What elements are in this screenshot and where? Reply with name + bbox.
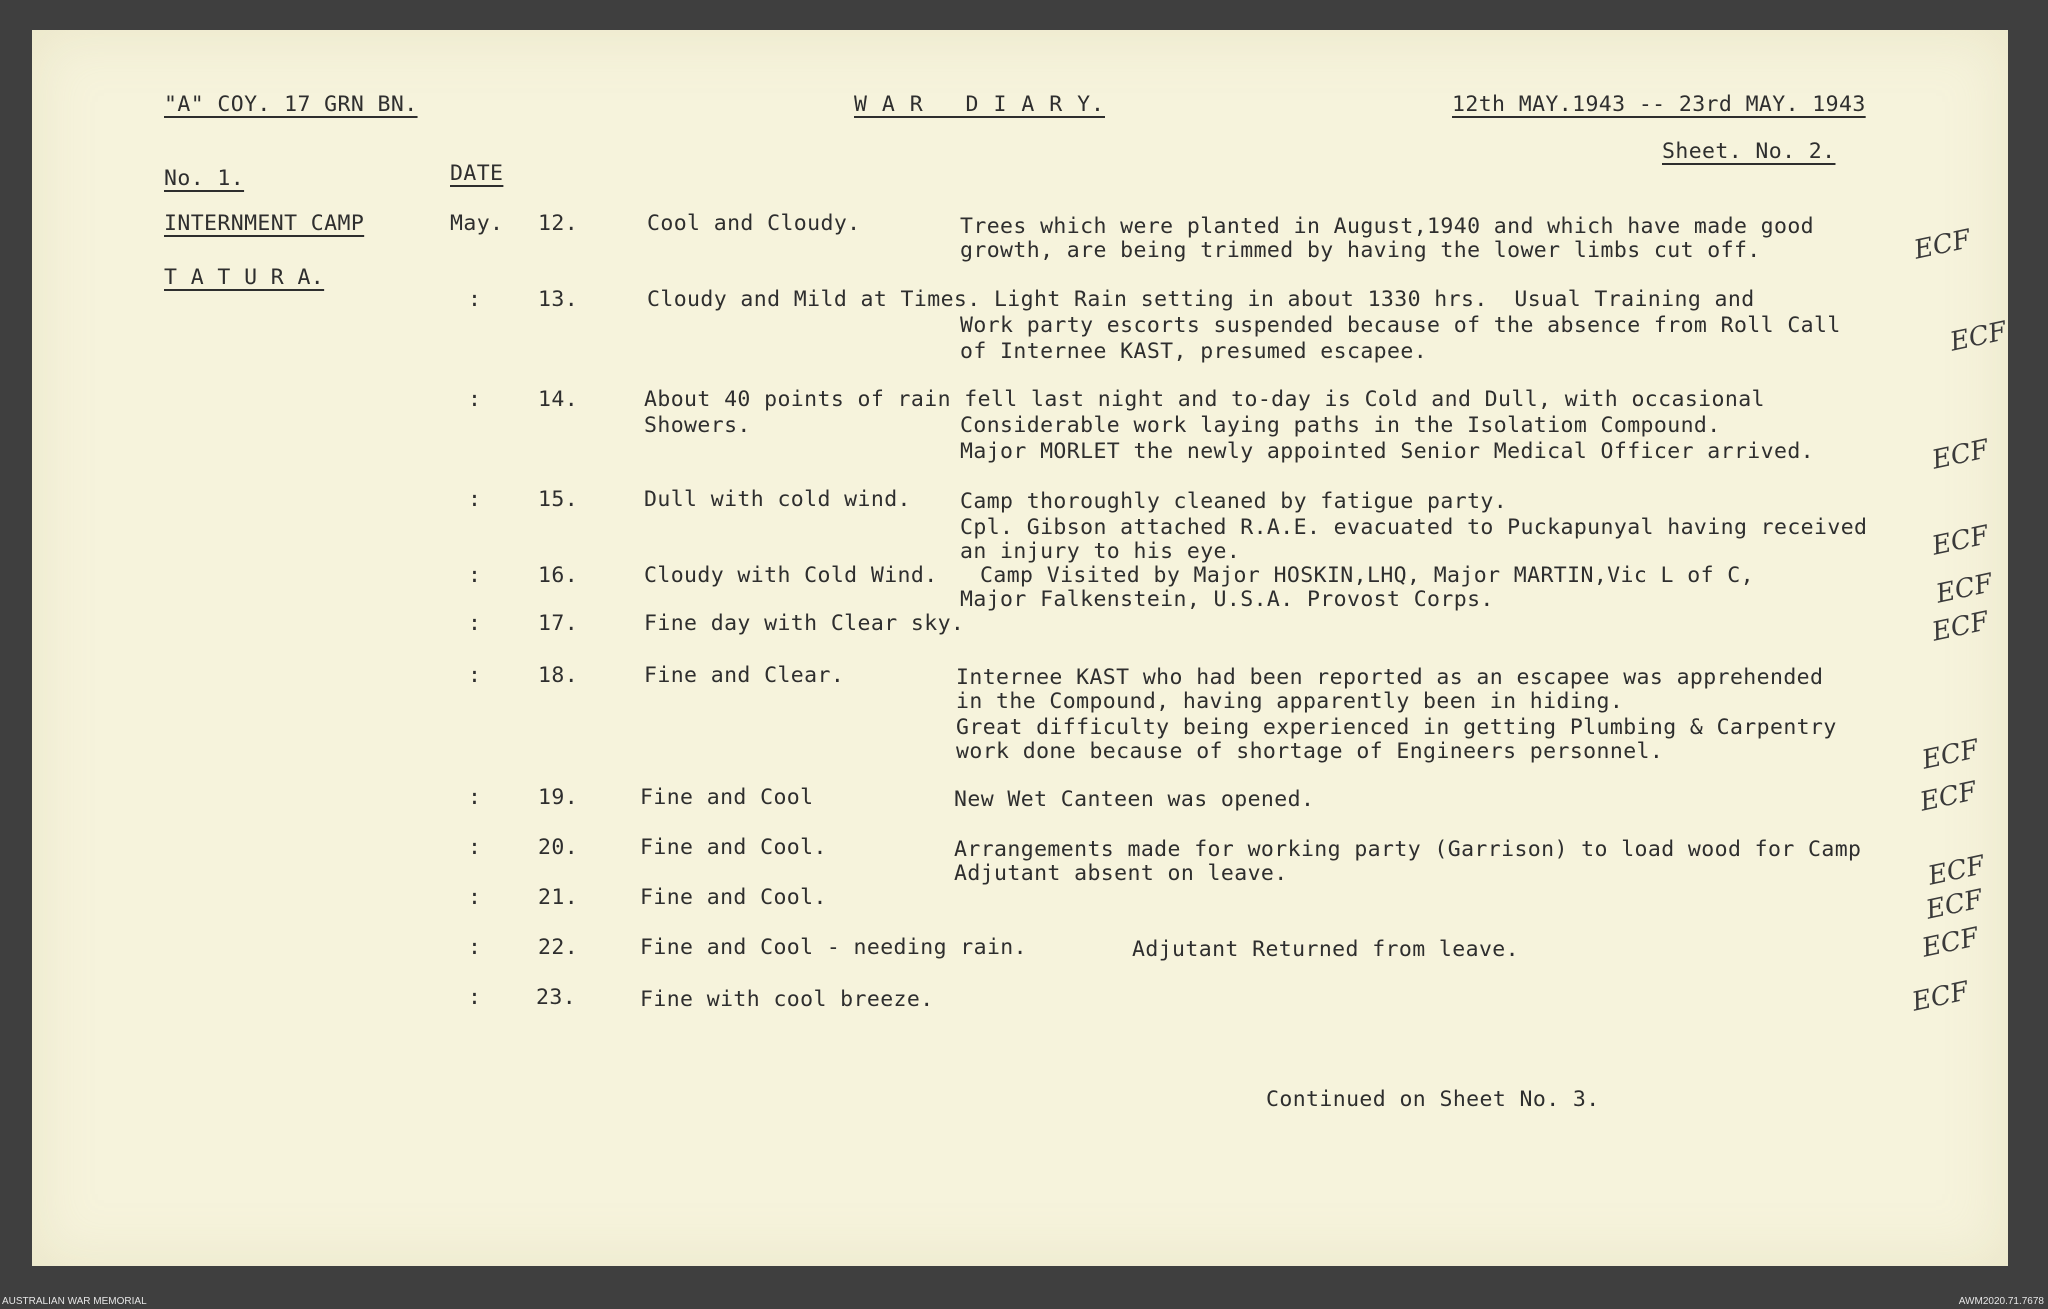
entry-weather: Fine and Cool [640, 785, 814, 810]
initials-signature: ECF [1909, 976, 1972, 1018]
entry-month: : [468, 563, 482, 588]
entry-day: 22. [538, 935, 579, 960]
entry-line: Adjutant absent on leave. [954, 861, 1288, 886]
entry-weather: Fine with cool breeze. [640, 987, 934, 1012]
entry-line: Arrangements made for working party (Garrison) to load wood for Camp [954, 837, 1862, 862]
entry-month: : [468, 487, 482, 512]
initials-signature: ECF [1911, 224, 1974, 266]
entry-line: growth, are being trimmed by having the lower limbs cut off. [960, 238, 1761, 263]
entry-month: : [468, 835, 482, 860]
column-place-no: No. 1. [164, 166, 245, 191]
entry-inline-note: Adjutant Returned from leave. [1132, 937, 1519, 962]
entry-weather: Fine day with Clear sky. [644, 611, 965, 636]
entry-month: : [468, 785, 482, 810]
entry-line: work done because of shortage of Engineers personnel. [956, 739, 1664, 764]
archive-reference: AWM2020.71.7678 [1958, 1296, 2044, 1307]
archive-label: AUSTRALIAN WAR MEMORIAL [2, 1296, 147, 1307]
entry-line: Cpl. Gibson attached R.A.E. evacuated to Puckapunyal having received [960, 515, 1868, 540]
initials-signature: ECF [1923, 884, 1986, 926]
initials-signature: ECF [1929, 520, 1992, 562]
entry-month: : [468, 885, 482, 910]
entry-line: Trees which were planted in August,1940 and which have made good [960, 214, 1815, 239]
entry-day: 21. [538, 885, 579, 910]
entry-weather: Fine and Cool - needing rain. [640, 935, 1027, 960]
entry-weather: Cool and Cloudy. [647, 211, 861, 236]
entry-line: an injury to his eye. [960, 539, 1241, 564]
entry-month: : [468, 935, 482, 960]
unit-heading: "A" COY. 17 GRN BN. [164, 92, 418, 117]
entry-weather-cont: Showers. [644, 413, 751, 438]
entry-day: 12. [538, 211, 579, 236]
entry-line: Major MORLET the newly appointed Senior Medical Officer arrived. [960, 439, 1815, 464]
entry-line: Considerable work laying paths in the Isolatiom Compound. [960, 413, 1721, 438]
entry-month: : [468, 287, 482, 312]
entry-weather: Cloudy and Mild at Times. Light Rain setting in about 1330 hrs. Usual Training and [647, 287, 1755, 312]
entry-month: : [468, 663, 482, 688]
entry-month: : [468, 985, 482, 1010]
entry-weather: Fine and Cool. [640, 835, 827, 860]
entry-line: Work party escorts suspended because of the absence from Roll Call [960, 313, 1841, 338]
entry-weather: Fine and Clear. [644, 663, 845, 688]
entry-weather: Fine and Cool. [640, 885, 827, 910]
entry-line: Camp Visited by Major HOSKIN,LHQ, Major MARTIN,Vic L of C, [980, 563, 1754, 588]
entry-line: New Wet Canteen was opened. [954, 787, 1315, 812]
entry-weather: Dull with cold wind. [644, 487, 911, 512]
initials-signature: ECF [1917, 776, 1980, 818]
entry-weather: Cloudy with Cold Wind. [644, 563, 938, 588]
diary-sheet [32, 30, 2008, 1266]
initials-signature: ECF [1919, 922, 1982, 964]
entry-month: : [468, 387, 482, 412]
entry-month: May. [450, 211, 504, 236]
entry-line: Great difficulty being experienced in getting Plumbing & Carpentry [956, 715, 1837, 740]
entry-line: in the Compound, having apparently been in hiding. [956, 689, 1624, 714]
sheet-number: Sheet. No. 2. [1662, 139, 1836, 164]
date-range: 12th MAY.1943 -- 23rd MAY. 1943 [1452, 92, 1866, 117]
entry-line: Internee KAST who had been reported as an escapee was apprehended [956, 665, 1824, 690]
initials-signature: ECF [1919, 734, 1982, 776]
entry-day: 16. [538, 563, 579, 588]
initials-signature: ECF [1929, 606, 1992, 648]
entry-day: 13. [538, 287, 579, 312]
entry-line: Major Falkenstein, U.S.A. Provost Corps. [960, 587, 1494, 612]
place-line-2: T A T U R A. [164, 265, 325, 290]
entry-day: 23. [536, 985, 577, 1010]
entry-day: 17. [538, 611, 579, 636]
entry-month: : [468, 611, 482, 636]
entry-day: 20. [538, 835, 579, 860]
diary-title: W A R D I A R Y. [854, 92, 1105, 117]
entry-day: 14. [538, 387, 579, 412]
initials-signature: ECF [1925, 850, 1988, 892]
initials-signature: ECF [1933, 568, 1996, 610]
continued-note: Continued on Sheet No. 3. [1266, 1087, 1600, 1112]
initials-signature: ECF [1947, 316, 2010, 358]
entry-day: 18. [538, 663, 579, 688]
entry-weather: About 40 points of rain fell last night and to-day is Cold and Dull, with occasional [644, 387, 1765, 412]
entry-day: 19. [538, 785, 579, 810]
initials-signature: ECF [1929, 434, 1992, 476]
entry-day: 15. [538, 487, 579, 512]
place-line-1: INTERNMENT CAMP [164, 211, 365, 236]
column-date: DATE [450, 161, 504, 186]
entry-line: Camp thoroughly cleaned by fatigue party. [960, 489, 1508, 514]
entry-line: of Internee KAST, presumed escapee. [960, 339, 1428, 364]
